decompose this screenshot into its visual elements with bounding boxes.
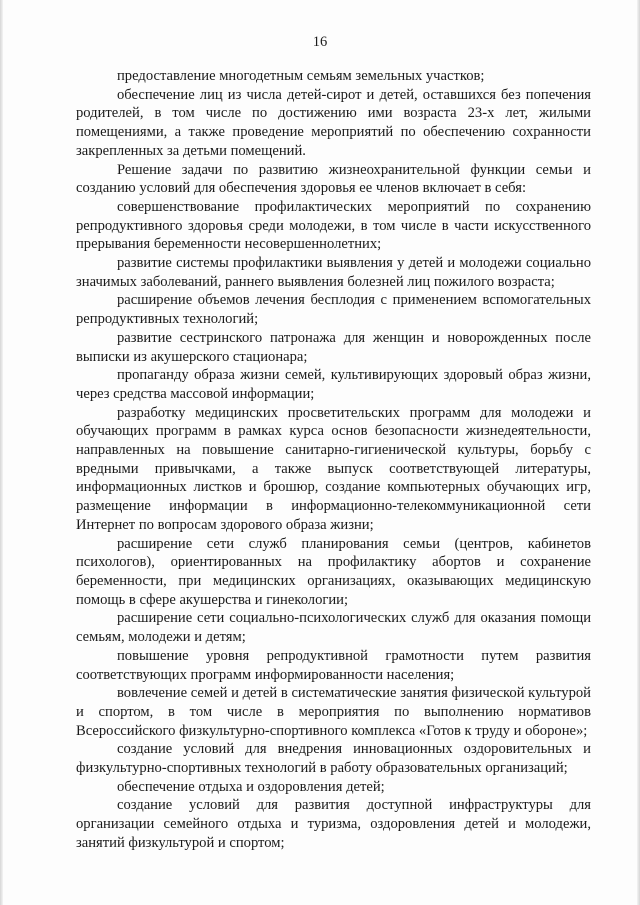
paragraph: обеспечение лиц из числа детей-сирот и детей, оставшихся без попечения родителей, в том числе по достижению ими возраста 23-х лет, жилыми помещениями, а также проведение мероприятий по обеспечению сохранности закрепленных за детьми помещений.: [76, 86, 591, 159]
paragraph: совершенствование профилактических мероприятий по сохранению репродуктивного здоровья среди молодежи, в том числе в части искусственного прерывания беременности несовершеннолетних;: [76, 198, 591, 253]
paragraph: расширение сети служб планирования семьи (центров, кабинетов психологов), ориентированных на профилактику абортов и сохранение беременности, при медицинских организациях, оказывающих медицинскую помощь в сфере акушерства и гинекологии;: [76, 535, 591, 608]
paragraph: создание условий для внедрения инновационных оздоровительных и физкультурно-спортивных технологий в работу образовательных организаций;: [76, 741, 591, 777]
document-body: [76, 67, 591, 853]
page-number: 16: [312, 34, 328, 50]
paragraph: создание условий для развития доступной инфраструктуры для организации семейного отдыха и туризма, оздоровления детей и молодежи, занятий физкультурой и спортом;: [76, 797, 591, 851]
paragraph: развитие сестринского патронажа для женщин и новорожденных после выписки из акушерского стационара;: [76, 329, 591, 365]
scan-edge-left: [0, 0, 3, 905]
paragraph: расширение объемов лечения бесплодия с применением вспомогательных репродуктивных технологий;: [76, 292, 591, 328]
paragraph: Решение задачи по развитию жизнеохранительной функции семьи и созданию условий для обеспечения здоровья ее членов включает в себя:: [76, 161, 591, 197]
paragraph: развитие системы профилактики выявления у детей и молодежи социально значимых заболеваний, раннего выявления болезней лиц пожилого возраста;: [76, 255, 591, 290]
paragraph: разработку медицинских просветительских программ для молодежи и обучающих программ в рамках курса основ безопасности жизнедеятельности, направленных на повышение санитарно-гигиенической культуры, борьбу с вредными привычками, а также выпуск соответствующей литературы, информационных листков и брошюр, создание компьютерных обучающих игр, размещение информации в информационно-телекоммуникационной сети Интернет по вопросам здорового образа жизни;: [76, 404, 591, 533]
paragraph: пропаганду образа жизни семей, культивирующих здоровый образ жизни, через средства массовой информации;: [76, 367, 591, 402]
paragraph: вовлечение семей и детей в систематические занятия физической культурой и спортом, в том числе в мероприятия по выполнению нормативов Всероссийского физкультурно-спортивного комплекса «Готов к труду и обороне»;: [76, 685, 591, 739]
paragraph: обеспечение отдыха и оздоровления детей;: [117, 778, 385, 795]
paragraph: расширение сети социально-психологических служб для оказания помощи семьям, молодежи и детям;: [76, 610, 591, 646]
paragraph: повышение уровня репродуктивной грамотности путем развития соответствующих программ информированности населения;: [76, 647, 591, 683]
paragraph: предоставление многодетным семьям земельных участков;: [117, 68, 485, 84]
